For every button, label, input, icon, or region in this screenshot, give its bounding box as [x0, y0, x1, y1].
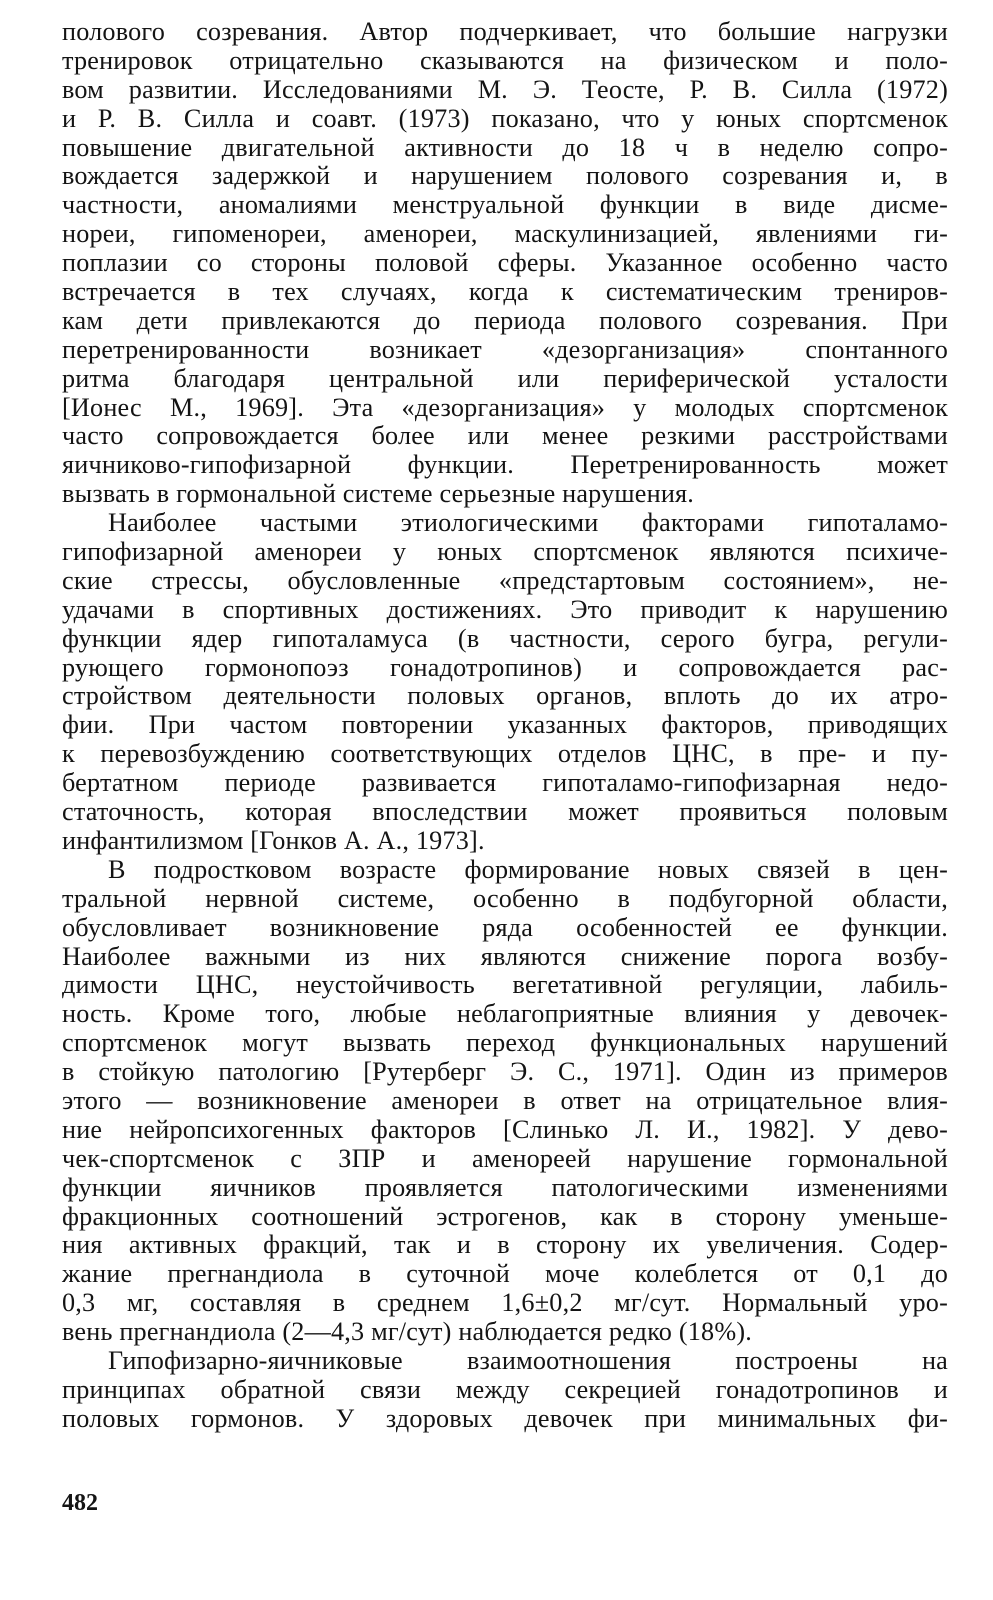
text-line: нореи, гипоменореи, аменореи, маскулинизацией, явлениями ги- [62, 219, 948, 249]
text-line: В подростковом возрасте формирование новых связей в цен- [108, 854, 948, 884]
text-line: ритма благодаря центральной или периферической усталости [62, 363, 948, 393]
text-line: принципах обратной связи между секрецией гонадотропинов и [62, 1374, 948, 1404]
text-line: ские стрессы, обусловленные «предстартовым состоянием», не- [62, 565, 948, 595]
text-line: бертатном периоде развивается гипоталамо-гипофизарная недо- [62, 768, 948, 798]
text-line: ность. Кроме того, любые неблагоприятные влияния у девочек- [62, 999, 948, 1029]
text-line: повышение двигательной активности до 18 ч в неделю сопро- [62, 132, 948, 162]
paragraph [62, 509, 948, 856]
text-line: Наиболее важными из них являются снижение порога возбу- [62, 941, 948, 971]
text-line: вень прегнандиола (2—4,3 мг/сут) наблюдается редко (18%). [62, 1317, 753, 1347]
text-line: тренировок отрицательно сказываются на физическом и поло- [62, 45, 948, 75]
text-line: Гипофизарно-яичниковые взаимоотношения построены на [108, 1345, 948, 1375]
text-line: функции ядер гипоталамуса (в частности, серого бугра, регули- [62, 623, 948, 653]
text-line: кам дети привлекаются до периода полового созревания. При [62, 305, 948, 335]
text-line: перетренированности возникает «дезорганизация» спонтанного [62, 334, 948, 364]
text-line: рующего гормонопоэз гонадотропинов) и сопровождается рас- [62, 652, 948, 682]
text-line: статочность, которая впоследствии может проявиться половым [62, 797, 948, 827]
text-line: тральной нервной системе, особенно в подбугорной области, [62, 883, 948, 913]
text-line: вом развитии. Исследованиями М. Э. Теосте, Р. В. Силла (1972) [62, 74, 948, 104]
text-line: Наиболее частыми этиологическими факторами гипоталамо- [108, 508, 948, 538]
text-line: часто сопровождается более или менее резкими расстройствами [62, 421, 948, 451]
text-line: половых гормонов. У здоровых девочек при минимальных фи- [62, 1403, 948, 1433]
text-line: 0,3 мг, составляя в среднем 1,6±0,2 мг/сут. Нормальный уро- [62, 1288, 948, 1318]
text-line: димости ЦНС, неустойчивость вегетативной регуляции, лабиль- [62, 970, 948, 1000]
text-line: поплазии со стороны половой сферы. Указанное особенно часто [62, 248, 948, 278]
text-line: полового созревания. Автор подчеркивает, что большие нагрузки [62, 17, 948, 46]
text-line: вызвать в гормональной системе серьезные нарушения. [62, 479, 695, 509]
text-line: чек-спортсменок с ЗПР и аменореей нарушение гормональной [62, 1143, 948, 1173]
text-line: фракционных соотношений эстрогенов, как в сторону уменьше- [62, 1201, 948, 1231]
text-line: фии. При частом повторении указанных факторов, приводящих [62, 710, 948, 740]
page-number: 482 [62, 1490, 98, 1516]
text-line: инфантилизмом [Гонков А. А., 1973]. [62, 825, 485, 855]
text-line: частности, аномалиями менструальной функции в виде дисме- [62, 190, 948, 220]
text-line: вождается задержкой и нарушением полового созревания и, в [62, 161, 948, 191]
text-line: встречается в тех случаях, когда к систематическим трениров- [62, 277, 948, 307]
text-line: к перевозбуждению соответствующих отделов ЦНС, в пре- и пу- [62, 739, 948, 769]
text-line: в стойкую патологию [Рутерберг Э. С., 1971]. Один из примеров [62, 1057, 948, 1087]
paragraph [62, 1347, 948, 1434]
text-line: удачами в спортивных достижениях. Это приводит к нарушению [62, 594, 948, 624]
paragraph [62, 18, 948, 509]
text-line: жание прегнандиола в суточной моче колеблется от 0,1 до [62, 1259, 948, 1289]
text-line: спортсменок могут вызвать переход функциональных нарушений [62, 1028, 948, 1058]
text-line: [Ионес М., 1969]. Эта «дезорганизация» у молодых спортсменок [62, 392, 948, 422]
paragraph [62, 856, 948, 1347]
text-line: ние нейропсихогенных факторов [Слинько Л. И., 1982]. У дево- [62, 1114, 948, 1144]
text-line: ния активных фракций, так и в сторону их увеличения. Содер- [62, 1230, 948, 1260]
text-line: гипофизарной аменореи у юных спортсменок являются психиче- [62, 537, 948, 567]
text-line: и Р. В. Силла и соавт. (1973) показано, что у юных спортсменок [62, 103, 948, 133]
body-text [62, 18, 948, 1434]
text-line: функции яичников проявляется патологическими изменениями [62, 1172, 948, 1202]
text-line: этого — возникновение аменореи в ответ на отрицательное влия- [62, 1085, 948, 1115]
text-line: яичниково-гипофизарной функции. Перетренированность может [62, 450, 948, 480]
text-line: стройством деятельности половых органов, вплоть до их атро- [62, 681, 948, 711]
text-line: обусловливает возникновение ряда особенностей ее функции. [62, 912, 948, 942]
